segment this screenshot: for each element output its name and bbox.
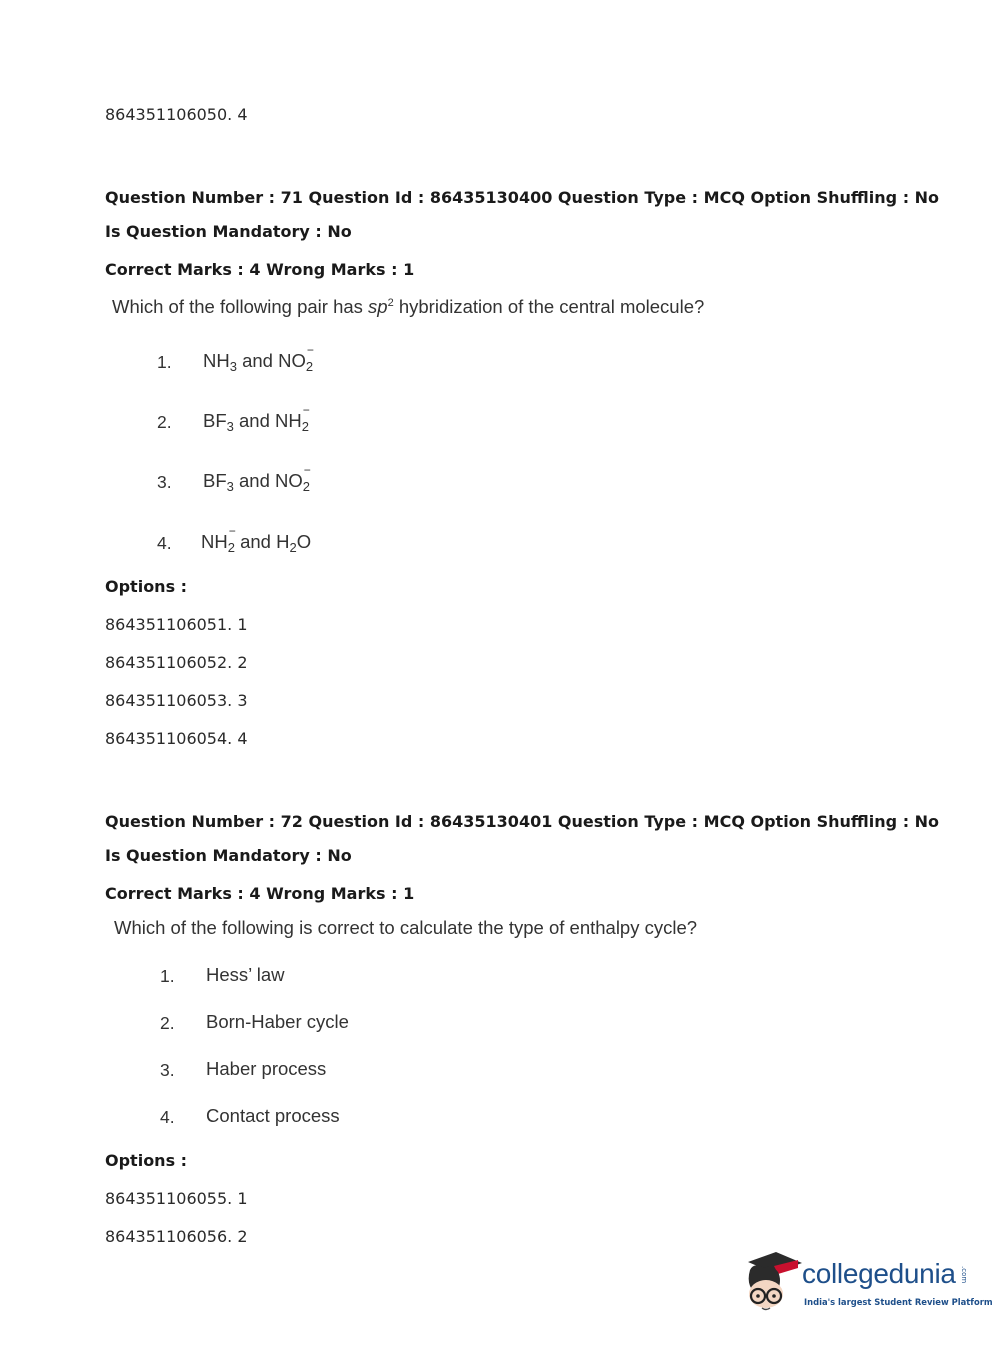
q72-option-id: 864351106055. 1 bbox=[105, 1189, 248, 1208]
q72-choice-4: Contact process bbox=[206, 1105, 340, 1126]
q71-choice-number: 4. bbox=[157, 533, 172, 553]
q72-choice-number: 4. bbox=[160, 1107, 175, 1127]
q72-choice-number: 2. bbox=[160, 1013, 175, 1033]
option-line: 864351106050. 4 bbox=[105, 105, 248, 124]
q71-choice-number: 1. bbox=[157, 352, 172, 372]
q71-mandatory: Is Question Mandatory : No bbox=[105, 222, 352, 241]
q72-choice-3: Haber process bbox=[206, 1058, 327, 1079]
q71-marks: Correct Marks : 4 Wrong Marks : 1 bbox=[105, 260, 415, 279]
collegedunia-logo bbox=[742, 1250, 993, 1322]
q72-header: Question Number : 72 Question Id : 86435130401 Question Type : MCQ Option Shuffling : No bbox=[105, 812, 940, 831]
q71-option-id: 864351106052. 2 bbox=[105, 653, 248, 672]
q72-marks: Correct Marks : 4 Wrong Marks : 1 bbox=[105, 884, 415, 903]
q71-question: Which of the following pair has $sp^2$ hybridization of the central molecule? bbox=[112, 296, 705, 317]
logo-tagline: India's largest Student Review Platform bbox=[804, 1297, 993, 1307]
q72-question: Which of the following is correct to calculate the type of enthalpy cycle? bbox=[114, 917, 698, 938]
q71-choice-2: $BF_3$ and NH − $_2$ bbox=[203, 403, 310, 434]
q71-choice-1: $NH_3$ and NO − $_2$ bbox=[203, 343, 314, 374]
q71-header: Question Number : 71 Question Id : 86435130400 Question Type : MCQ Option Shuffling : No bbox=[105, 188, 940, 207]
q72-choice-number: 3. bbox=[160, 1060, 175, 1080]
q72-choice-2: Born-Haber cycle bbox=[206, 1011, 349, 1032]
q71-option-id: 864351106054. 4 bbox=[105, 729, 248, 748]
q72-choice-1: Hess’ law bbox=[206, 964, 285, 985]
logo-domain: .com bbox=[960, 1266, 968, 1284]
mascot-icon bbox=[742, 1250, 804, 1322]
q71-option-id: 864351106051. 1 bbox=[105, 615, 248, 634]
logo-wordmark: collegedunia bbox=[802, 1258, 956, 1289]
q72-choice-number: 1. bbox=[160, 966, 175, 986]
q71-option-id: 864351106053. 3 bbox=[105, 691, 248, 710]
q72-option-id: 864351106056. 2 bbox=[105, 1227, 248, 1246]
q72-options-label: Options : bbox=[105, 1151, 188, 1170]
q71-options-label: Options : bbox=[105, 577, 188, 596]
q71-choice-number: 2. bbox=[157, 412, 172, 432]
q71-choice-4: NH − $_2$ and $H_2O$ bbox=[201, 524, 312, 555]
q71-choice-3: $BF_3$ and NO − $_2$ bbox=[203, 463, 311, 494]
q71-choice-number: 3. bbox=[157, 472, 172, 492]
q72-mandatory: Is Question Mandatory : No bbox=[105, 846, 352, 865]
